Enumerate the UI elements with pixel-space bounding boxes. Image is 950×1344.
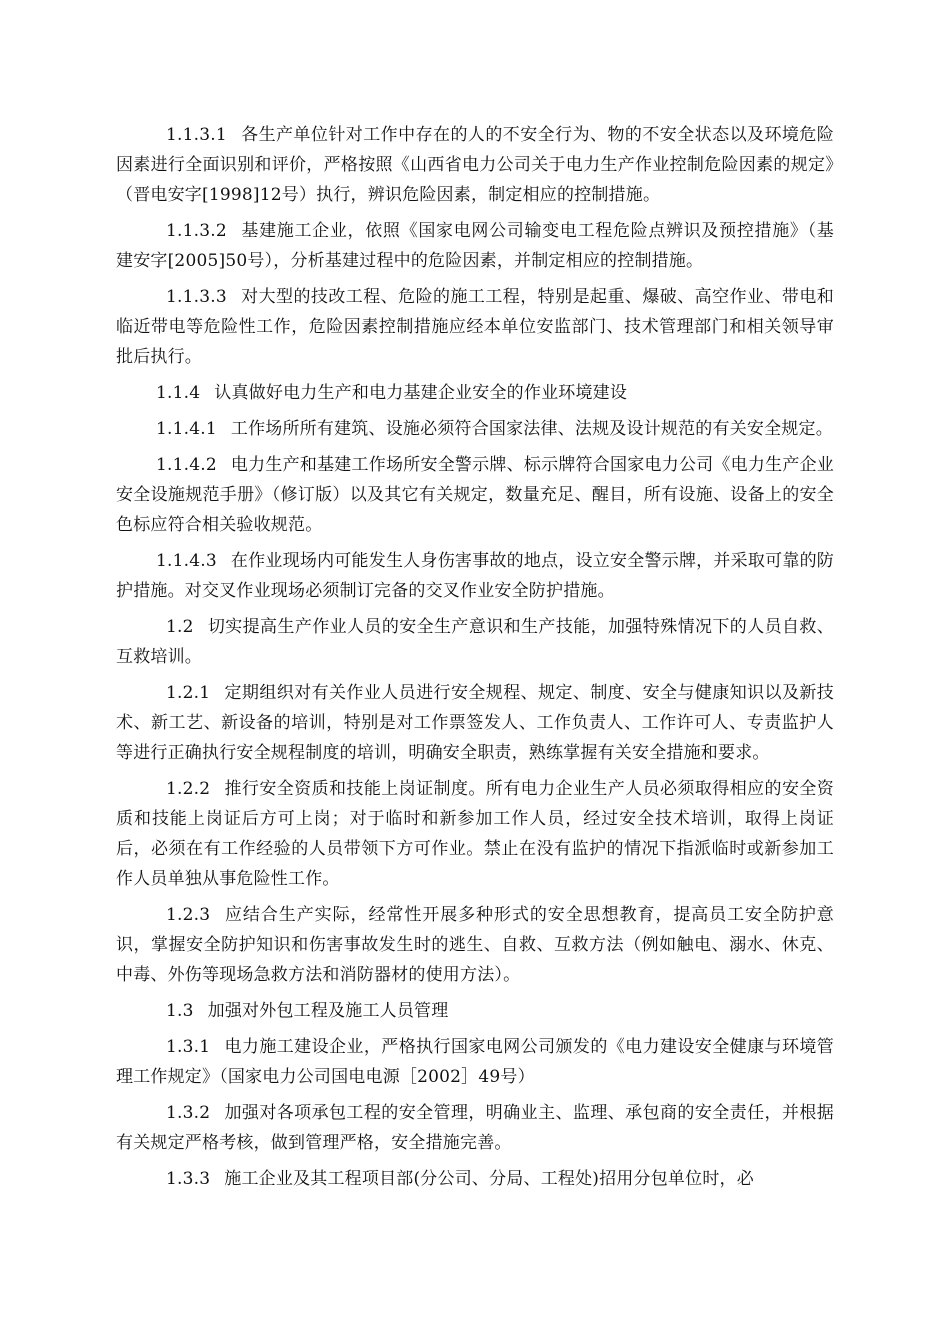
heading-text: 加强对外包工程及施工人员管理 — [207, 1001, 449, 1021]
section-number: 1.2.2 — [166, 779, 211, 799]
section-number: 1.1.4.2 — [156, 455, 217, 475]
heading-text: 认真做好电力生产和电力基建企业安全的作业环境建设 — [214, 383, 628, 403]
paragraph — [116, 216, 834, 276]
paragraph — [116, 546, 834, 606]
section-number: 1.2 — [166, 617, 194, 637]
paragraph — [116, 900, 834, 990]
section-number: 1.1.3.3 — [166, 287, 227, 307]
section-heading — [116, 378, 834, 408]
paragraph-text: 推行安全资质和技能上岗证制度。所有电力企业生产人员必须取得相应的安全资质和技能上岗证后方可上岗；对于临时和新参加工作人员，经过安全技术培训，取得上岗证后，必须在有工作经验的人员带领下方可作业。禁止在没有监护的情况下指派临时或新参加工作人员单独从事危险性工作。 — [116, 779, 834, 889]
paragraph — [116, 1098, 834, 1158]
section-number: 1.1.4.3 — [156, 551, 217, 571]
paragraph-text: 电力施工建设企业，严格执行国家电网公司颁发的《电力建设安全健康与环境管理工作规定》（国家电力公司国电电源［2002］49号） — [116, 1037, 834, 1087]
section-heading — [116, 996, 834, 1026]
section-number: 1.3 — [166, 1001, 194, 1021]
paragraph — [116, 120, 834, 210]
paragraph-text: 应结合生产实际，经常性开展多种形式的安全思想教育，提高员工安全防护意识，掌握安全防护知识和伤害事故发生时的逃生、自救、互救方法（例如触电、溺水、休克、中毒、外伤等现场急救方法和消防器材的使用方法）。 — [116, 905, 834, 985]
paragraph-text: 工作场所所有建筑、设施必须符合国家法律、法规及设计规范的有关安全规定。 — [230, 419, 833, 439]
paragraph-text: 对大型的技改工程、危险的施工工程，特别是起重、爆破、高空作业、带电和临近带电等危险性工作，危险因素控制措施应经本单位安监部门、技术管理部门和相关领导审批后执行。 — [116, 287, 834, 367]
paragraph — [116, 1032, 834, 1092]
paragraph — [116, 450, 834, 540]
section-number: 1.2.1 — [166, 683, 211, 703]
paragraph — [116, 282, 834, 372]
paragraph-text: 定期组织对有关作业人员进行安全规程、规定、制度、安全与健康知识以及新技术、新工艺、新设备的培训，特别是对工作票签发人、工作负责人、工作许可人、专责监护人等进行正确执行安全规程制度的培训，明确安全职责，熟练掌握有关安全措施和要求。 — [116, 683, 834, 763]
section-number: 1.3.2 — [166, 1103, 211, 1123]
document-page — [116, 120, 834, 1200]
paragraph — [116, 1164, 834, 1194]
paragraph-text: 电力生产和基建工作场所安全警示牌、标示牌符合国家电力公司《电力生产企业安全设施规范手册》（修订版）以及其它有关规定，数量充足、醒目，所有设施、设备上的安全色标应符合相关验收规范。 — [116, 455, 834, 535]
paragraph-text: 各生产单位针对工作中存在的人的不安全行为、物的不安全状态以及环境危险因素进行全面识别和评价，严格按照《山西省电力公司关于电力生产作业控制危险因素的规定》（晋电安字[1998]12号）执行，辨识危险因素，制定相应的控制措施。 — [116, 125, 834, 205]
section-number: 1.2.3 — [166, 905, 211, 925]
section-number: 1.3.1 — [166, 1037, 211, 1057]
section-number: 1.1.4 — [156, 383, 201, 403]
heading-text: 切实提高生产作业人员的安全生产意识和生产技能，加强特殊情况下的人员自救、互救培训。 — [116, 617, 834, 667]
paragraph — [116, 678, 834, 768]
section-number: 1.1.3.2 — [166, 221, 227, 241]
section-heading — [116, 612, 834, 672]
section-number: 1.1.3.1 — [166, 125, 227, 145]
paragraph-text: 加强对各项承包工程的安全管理，明确业主、监理、承包商的安全责任，并根据有关规定严格考核，做到管理严格，安全措施完善。 — [116, 1103, 834, 1153]
paragraph-text: 施工企业及其工程项目部(分公司、分局、工程处)招用分包单位时，必 — [224, 1169, 754, 1189]
section-number: 1.1.4.1 — [156, 419, 217, 439]
paragraph-text: 基建施工企业，依照《国家电网公司输变电工程危险点辨识及预控措施》（基建安字[2005]50号），分析基建过程中的危险因素，并制定相应的控制措施。 — [116, 221, 834, 271]
paragraph — [116, 414, 834, 444]
paragraph — [116, 774, 834, 894]
section-number: 1.3.3 — [166, 1169, 211, 1189]
paragraph-text: 在作业现场内可能发生人身伤害事故的地点，设立安全警示牌，并采取可靠的防护措施。对交叉作业现场必须制订完备的交叉作业安全防护措施。 — [116, 551, 834, 601]
